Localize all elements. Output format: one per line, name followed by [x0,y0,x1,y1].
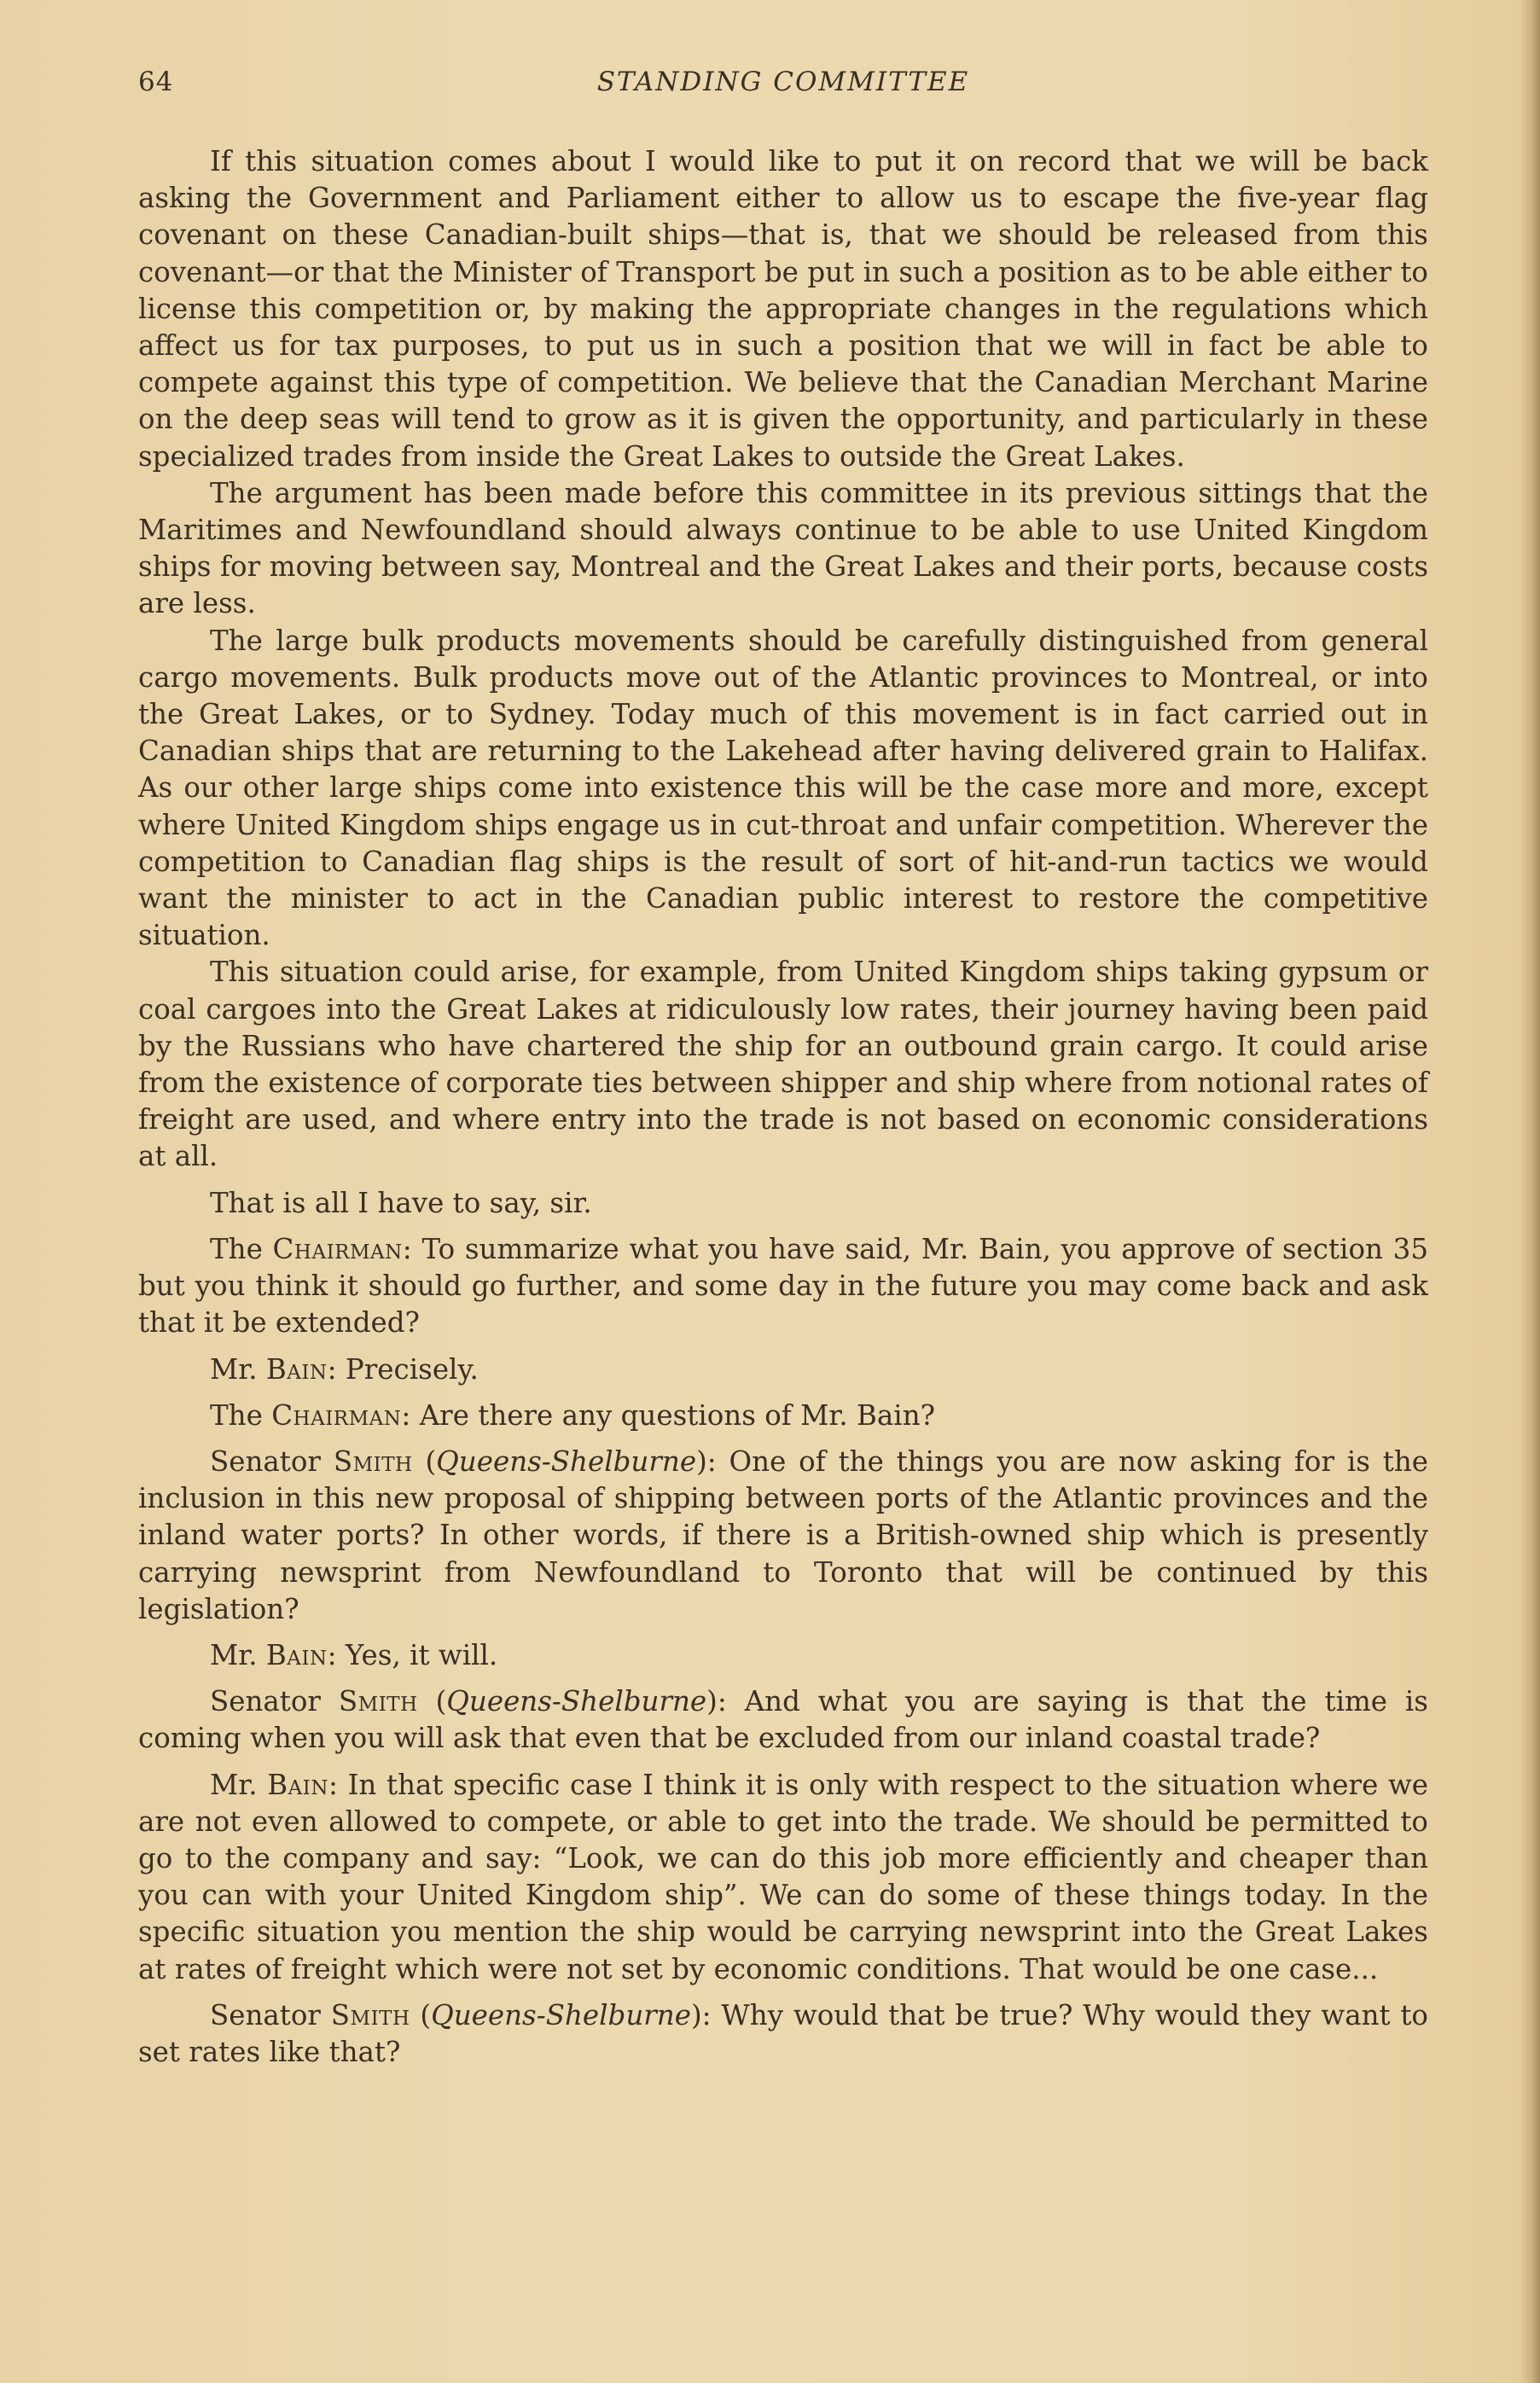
speaker-prefix: Senator [210,1444,334,1478]
exchange-text: In that specific case I think it is only with respect to the situation where we are not even allowed to compete, or able to get into the trade. We should be permitted to go to the company and say: “Look, we can do this job more efficiently and cheaper than you can with your United Kingdom ship”. We can do some of these things today. In the specific situation you mention the ship would be carrying newsprint into the Great Lakes at rates of freight which were not set by economic conditions. That would be one case... [138,1768,1429,1985]
page-header [138,67,1428,109]
exchange-text: One of the things you are now asking for is the inclusion in this new proposal of shipping between ports of the Atlantic provinces and the inland water ports? In other words, if there is a British-owned ship which is presently carrying newsprint from Newfoundland to Toronto that will be continued by this legislation? [138,1444,1428,1625]
exchange-text: Yes, it will. [345,1638,498,1671]
page-number: 64 [138,67,174,97]
paragraph: If this situation comes about I would like to put it on record that we will be back asking the Government and Parliament either to allow us to escape the five-year flag covenant on these Canadian-built ships—that is, that we should be released from this covenant—or that the Minister of Transport be put in such a position as to be able either to license this competition or, by making the appropriate changes in the regulations which affect us for tax purposes, to put us in such a position that we will in fact be able to compete against this type of competition. We believe that the Canadian Merchant Marine on the deep seas will tend to grow as it is given the opportunity, and particularly in these specialized trades from inside the Great Lakes to outside the Great Lakes. [138,145,1428,473]
page-body [138,143,1428,2071]
exchange-text: Precisely. [345,1352,479,1386]
speaker-prefix: Senator [210,1998,331,2031]
exchange-text: Are there any questions of Mr. Bain? [419,1398,936,1432]
page-edge-shadow [1520,0,1540,2383]
exchange: Mr. Bain: In that specific case I think it is only with respect to the situation where we are not even allowed to compete, or able to get into the trade. We should be permitted to go to the company and say: “Look, we can do this job more efficiently and cheaper than you can with your United Kingdom ship”. We can do some of these things today. In the specific situation you mention the ship would be carrying newsprint into the Great Lakes at rates of freight which were not set by economic conditions. That would be one case... [138,1768,1429,1985]
exchange-text: And what you are saying is that the time is coming when you will ask that even that be excluded from our inland coastal trade? [138,1685,1428,1755]
speaker-riding: Queens-Shelburne [436,1444,697,1478]
exchange: Senator Smith (Queens-Shelburne): And what you are saying is that the time is coming when you will ask that even that be excluded from our inland coastal trade? [138,1685,1428,1755]
exchange: The Chairman: To summarize what you have said, Mr. Bain, you approve of section 35 but you think it should go further, and some day in the future you may come back and ask that it be extended? [138,1232,1428,1340]
exchange: Mr. Bain: Yes, it will. [210,1638,498,1671]
exchange: Senator Smith (Queens-Shelburne): Why would that be true? Why would they want to set rates like that? [138,1998,1428,2068]
speaker-prefix: Mr. [210,1352,266,1386]
speaker-name: Smith [333,1444,413,1478]
paragraph: The large bulk products movements should be carefully distinguished from general cargo movements. Bulk products move out of the Atlantic provinces to Montreal, or into the Great Lakes, or to Sydney. Today much of this movement is in fact carried out in Canadian ships that are returning to the Lakehead after having delivered grain to Halifax. As our other large ships come into existence this will be the case more and more, except where United Kingdom ships engage us in cut-throat and unfair competition. Wherever the competition to Canadian flag ships is the result of sort of hit-and-run tactics we would want the minister to act in the Canadian public interest to restore the competitive situation. [138,624,1428,952]
paragraph: This situation could arise, for example, from United Kingdom ships taking gypsum or coal cargoes into the Great Lakes at ridiculously low rates, their journey having been paid by the Russians who have chartered the ship for an outbound grain cargo. It could arise from the existence of corporate ties between shipper and ship where from notional rates of freight are used, and where entry into the trade is not based on economic considerations at all. [138,956,1428,1173]
speaker-prefix: Senator [210,1685,339,1718]
paragraph: The argument has been made before this committee in its previous sittings that the Maritimes and Newfoundland should always continue to be able to use United Kingdom ships for moving between say, Montreal and the Great Lakes and their ports, because costs are less. [138,476,1428,620]
speaker-prefix: The [210,1232,273,1265]
speaker-name: Chairman [271,1398,402,1432]
exchange-text: To summarize what you have said, Mr. Bain, you approve of section 35 but you think it should go further, and some day in the future you may come back and ask that it be extended? [138,1232,1428,1340]
exchange-text: Why would that be true? Why would they want to set rates like that? [138,1998,1428,2068]
speaker-name: Smith [338,1685,418,1718]
speaker-name: Chairman [272,1232,403,1265]
speaker-name: Smith [330,1998,410,2031]
speaker-prefix: Mr. [210,1638,266,1671]
exchange: Senator Smith (Queens-Shelburne): One of the things you are now asking for is the inclusion in this new proposal of shipping between ports of the Atlantic provinces and the inland water ports? In other words, if there is a British-owned ship which is presently carrying newsprint from Newfoundland to Toronto that will be continued by this legislation? [138,1444,1428,1625]
running-head: STANDING COMMITTEE [596,67,970,97]
speaker-prefix: The [210,1398,272,1432]
speaker-prefix: Mr. [210,1768,268,1801]
speaker-riding: Queens-Shelburne [446,1685,707,1718]
paragraph: That is all I have to say, sir. [210,1186,592,1219]
speaker-riding: Queens-Shelburne [431,1998,691,2031]
exchange: The Chairman: Are there any questions of Mr. Bain? [210,1398,936,1432]
speaker-name: Bain [265,1638,328,1671]
exchange: Mr. Bain: Precisely. [210,1352,479,1386]
speaker-name: Bain [265,1352,328,1386]
speaker-name: Bain [267,1768,328,1801]
